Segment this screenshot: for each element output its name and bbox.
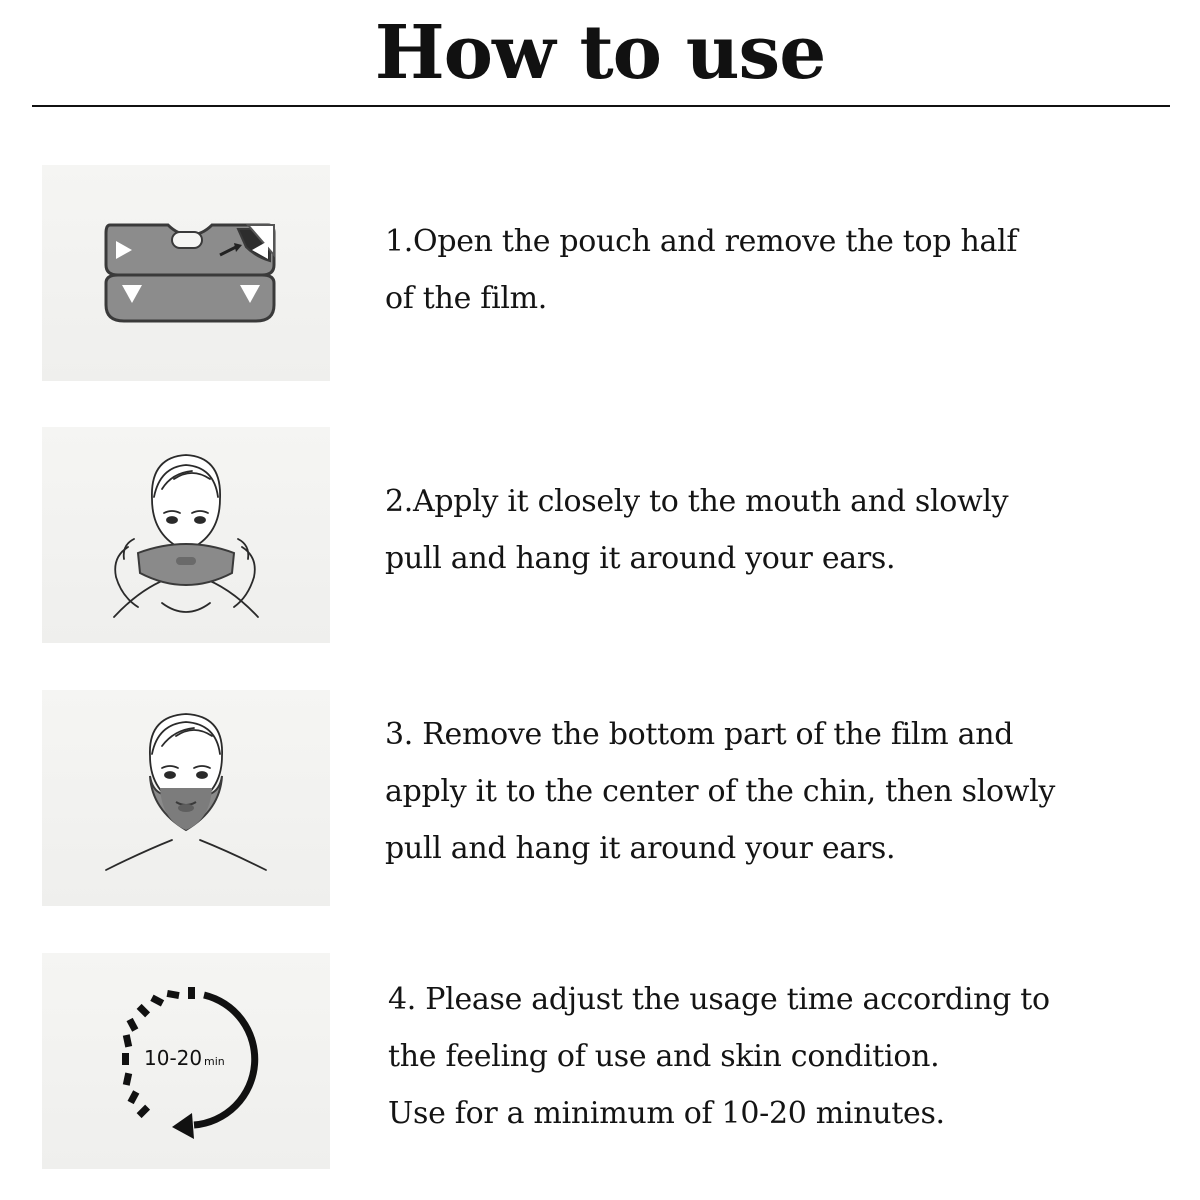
step-1-line-1: 1.Open the pouch and remove the top half [385,224,1018,259]
step-2-line-2: pull and hang it around your ears. [385,541,896,576]
timer-icon [42,953,330,1169]
step-3-line-1: 3. Remove the bottom part of the film and [385,717,1014,752]
step-4-line-3: Use for a minimum of 10-20 minutes. [388,1096,945,1131]
step-1-line-2: of the film. [385,281,548,316]
step-4-line-1: 4. Please adjust the usage time according to [388,982,1050,1017]
timer-value: 10-20 [144,1046,203,1070]
mask-sheet-icon [42,165,330,381]
timer-unit: min [204,1055,225,1068]
step-3-illustration [42,690,330,906]
step-3-line-3: pull and hang it around your ears. [385,831,896,866]
title-divider [32,105,1170,107]
step-3-line-2: apply it to the center of the chin, then slowly [385,774,1056,809]
step-2-line-1: 2.Apply it closely to the mouth and slowly [385,484,1009,519]
step-4-text [388,971,1168,1142]
step-1-text [385,213,1165,327]
step-3-text [385,706,1165,877]
step-4-line-2: the feeling of use and skin condition. [388,1039,940,1074]
face-apply-mouth-icon [42,427,330,643]
step-2-illustration [42,427,330,643]
page-title: How to use [374,10,826,96]
step-4-illustration [42,953,330,1169]
step-1-illustration [42,165,330,381]
step-2-text [385,473,1165,587]
face-apply-chin-icon [42,690,330,906]
